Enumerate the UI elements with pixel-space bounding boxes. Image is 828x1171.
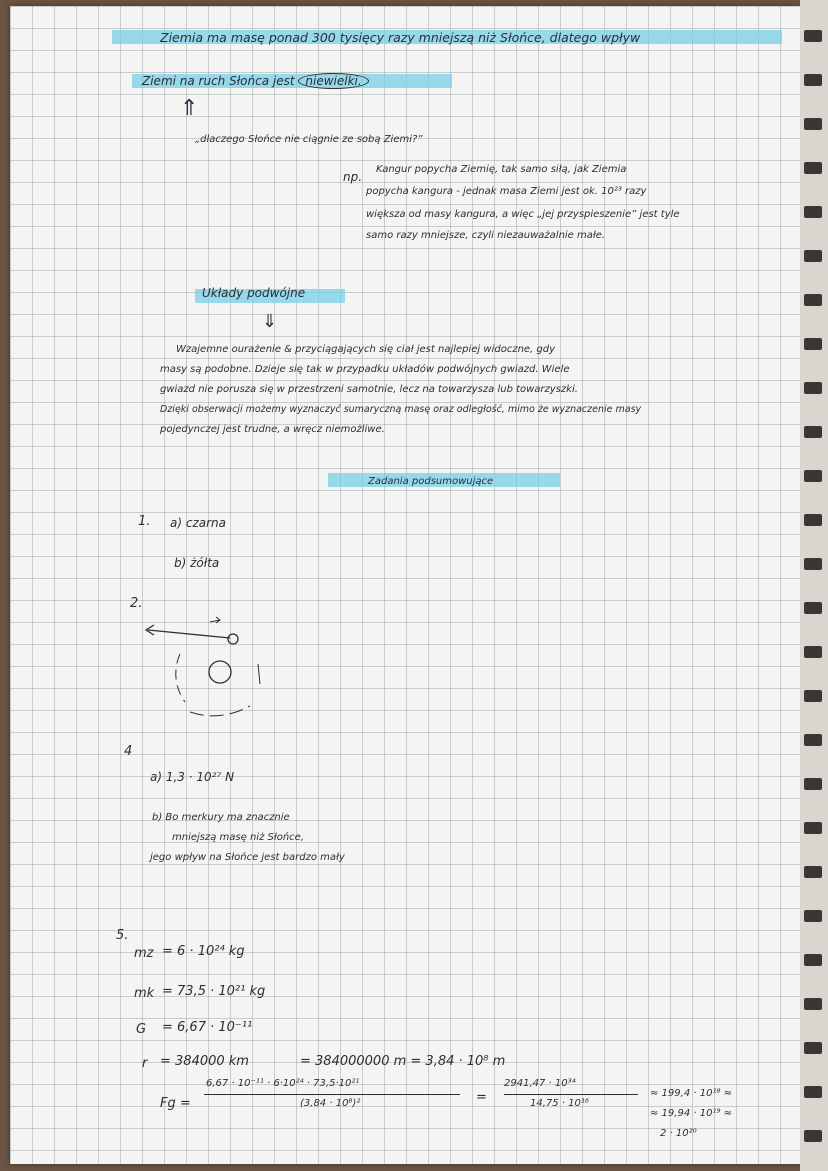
binding-ring	[804, 558, 822, 570]
binding-ring	[804, 426, 822, 438]
task-5-number: 5.	[116, 928, 129, 943]
example-lead: np.	[343, 170, 363, 184]
example-line-1: Kangur popycha Ziemię, tak samo siłą, jak Ziemia	[376, 164, 627, 175]
binding-ring	[804, 998, 822, 1010]
binding-ring	[804, 250, 822, 262]
task-1-a: a) czarna	[170, 516, 226, 530]
example-line-4: samo razy mniejsze, czyli niezauważalnie małe.	[366, 230, 606, 241]
up-arrow: ⇑	[180, 96, 199, 121]
binding-ring	[804, 514, 822, 526]
binary-line-5: pojedynczej jest trudne, a wręcz niemożliwe.	[160, 424, 385, 435]
header-line-2-start: Ziemi na ruch Słońca jest	[142, 74, 295, 88]
binding-ring	[804, 734, 822, 746]
binary-line-3: gwiazd nie porusza się w przestrzeni samotnie, lecz na towarzysza lub towarzyszki.	[160, 384, 578, 395]
result-1: ≈ 199,4 · 10¹⁸ ≈	[650, 1088, 733, 1099]
section-title-summary: Zadania podsumowujące	[368, 476, 494, 487]
task-1-b: b) żółta	[174, 556, 220, 570]
binding-ring	[804, 74, 822, 86]
fg-equals: =	[476, 1090, 487, 1105]
binding-ring	[804, 1086, 822, 1098]
result-3: 2 · 10²⁰	[660, 1128, 697, 1139]
down-arrow: ⇓	[262, 311, 278, 332]
mk-label: mk	[134, 986, 155, 1001]
example-line-2: popycha kangura - jednak masa Ziemi jest ok. 10²³ razy	[366, 186, 647, 197]
r-value: = 384000 km	[160, 1054, 249, 1069]
fraction-line	[504, 1094, 638, 1095]
binding-ring	[804, 910, 822, 922]
binding-ring	[804, 1042, 822, 1054]
task-4-b-line-1: b) Bo merkury ma znacznie	[152, 812, 290, 823]
binding-ring	[804, 206, 822, 218]
binding-ring	[804, 602, 822, 614]
r-label: r	[142, 1056, 148, 1071]
binding-ring	[804, 470, 822, 482]
binary-line-1: Wzajemne ourażenie & przyciągających się ciał jest najlepiej widoczne, gdy	[176, 344, 556, 355]
binding-ring	[804, 778, 822, 790]
notebook-page	[10, 6, 800, 1164]
g-label: G	[136, 1022, 147, 1037]
task-1-number: 1.	[138, 514, 151, 529]
fg2-numerator: 2941,47 · 10³⁴	[504, 1078, 576, 1089]
binary-line-4: Dzięki obserwacji możemy wyznaczyć sumaryczną masę oraz odległość, mimo że wyznaczenie masy	[160, 404, 642, 415]
binding-ring	[804, 162, 822, 174]
binary-line-2: masy są podobne. Dzieje się tak w przypadku układów podwójnych gwiazd. Wiele	[160, 364, 570, 375]
question-line: „dlaczego Słońce nie ciągnie ze sobą Ziemi?”	[195, 134, 423, 145]
binding-ring	[804, 30, 822, 42]
fg2-denominator: 14,75 · 10¹⁶	[530, 1098, 589, 1109]
task-4-b-line-3: jego wpływ na Słońce jest bardzo mały	[150, 852, 345, 863]
binding-ring	[804, 1130, 822, 1142]
header-line-2	[142, 74, 369, 88]
task-4-a: a) 1,3 · 10²⁷ N	[150, 770, 235, 784]
section-title-binary: Układy podwójne	[202, 286, 306, 300]
mk-value: = 73,5 · 10²¹ kg	[162, 984, 266, 999]
mz-label: mz	[134, 946, 154, 961]
binding-ring	[804, 866, 822, 878]
header-line-1: Ziemia ma masę ponad 300 tysięcy razy mniejszą niż Słońce, dlatego wpływ	[160, 30, 641, 45]
fraction-line	[204, 1094, 460, 1095]
task-4-b-line-2: mniejszą masę niż Słońce,	[172, 832, 305, 843]
binding-ring	[804, 954, 822, 966]
fg-label: Fg =	[160, 1096, 191, 1111]
binding-ring	[804, 118, 822, 130]
circled-word: niewielki.	[298, 73, 368, 89]
binding-ring	[804, 382, 822, 394]
binding-ring	[804, 822, 822, 834]
result-2: ≈ 19,94 · 10¹⁹ ≈	[650, 1108, 733, 1119]
binding-ring	[804, 646, 822, 658]
binding-ring	[804, 690, 822, 702]
binding-ring	[804, 338, 822, 350]
binding-ring	[804, 294, 822, 306]
r-conversion: = 384000000 m = 3,84 · 10⁸ m	[300, 1054, 506, 1069]
fg-numerator: 6,67 · 10⁻¹¹ · 6·10²⁴ · 73,5·10²¹	[206, 1078, 360, 1089]
example-line-3: większa od masy kangura, a więc „jej przyspieszenie” jest tyle	[366, 209, 680, 220]
mz-value: = 6 · 10²⁴ kg	[162, 944, 245, 959]
task-4-number: 4	[124, 744, 133, 759]
g-value: = 6,67 · 10⁻¹¹	[162, 1020, 253, 1035]
spiral-binding	[800, 0, 828, 1171]
orbit-diagram	[140, 614, 280, 724]
task-2-number: 2.	[130, 596, 143, 611]
fg-denominator: (3,84 · 10⁸)²	[300, 1098, 361, 1109]
